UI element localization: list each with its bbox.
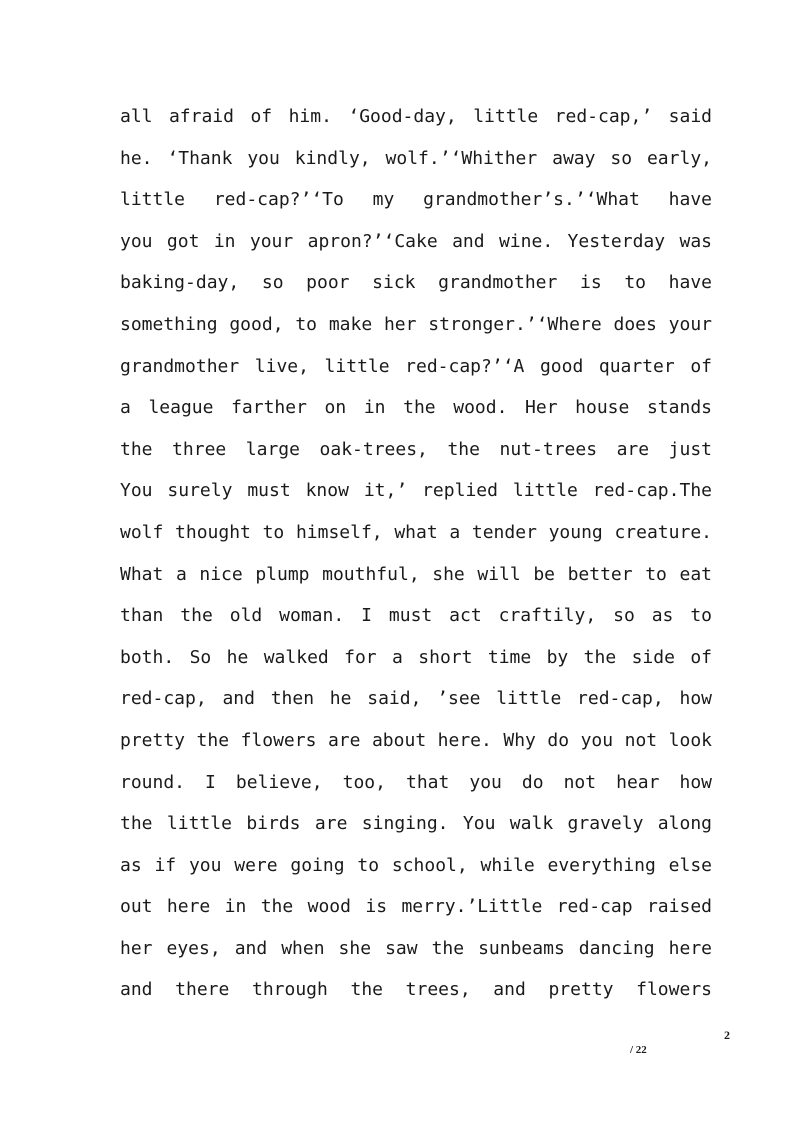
text-line: red-cap, and then he said, ’see little red-cap, how [120, 688, 712, 710]
text-line: grandmother live, little red-cap?’‘A good quarter of [120, 355, 712, 377]
text-line: a league farther on in the wood. Her house stands [120, 397, 712, 419]
text-line: as if you were going to school, while everything else [120, 854, 712, 876]
text-line: baking-day, so poor sick grandmother is to have [120, 272, 712, 294]
text-line: he. ‘Thank you kindly, wolf.’‘Whither away so early, [120, 147, 712, 169]
page-total: / 22 [630, 1044, 647, 1056]
text-line: out here in the wood is merry.’Little red-cap raised [120, 896, 712, 918]
text-line: What a nice plump mouthful, she will be better to eat [120, 563, 712, 585]
page-number: 2 [724, 1028, 730, 1042]
text-line: the little birds are singing. You walk gravely along [120, 813, 712, 835]
text-line: You surely must know it,’ replied little red-cap.The [120, 480, 712, 502]
text-line: something good, to make her stronger.’‘Where does your [120, 313, 712, 335]
body-text [120, 96, 712, 1011]
text-line: than the old woman. I must act craftily, so as to [120, 605, 712, 627]
text-line: little red-cap?’‘To my grandmother’s.’‘What have [120, 189, 712, 211]
text-line: round. I believe, too, that you do not hear how [120, 771, 712, 793]
text-line: her eyes, and when she saw the sunbeams dancing here [120, 937, 712, 959]
text-line: you got in your apron?’‘Cake and wine. Yesterday was [120, 230, 712, 252]
text-line: all afraid of him. ‘Good-day, little red-cap,’ said [120, 106, 712, 127]
text-line: both. So he walked for a short time by the side of [120, 646, 712, 668]
text-line: pretty the flowers are about here. Why do you not look [120, 729, 712, 751]
text-line: and there through the trees, and pretty flowers [120, 979, 712, 1001]
text-line: wolf thought to himself, what a tender young creature. [120, 521, 712, 543]
text-line: the three large oak-trees, the nut-trees are just [120, 438, 712, 460]
